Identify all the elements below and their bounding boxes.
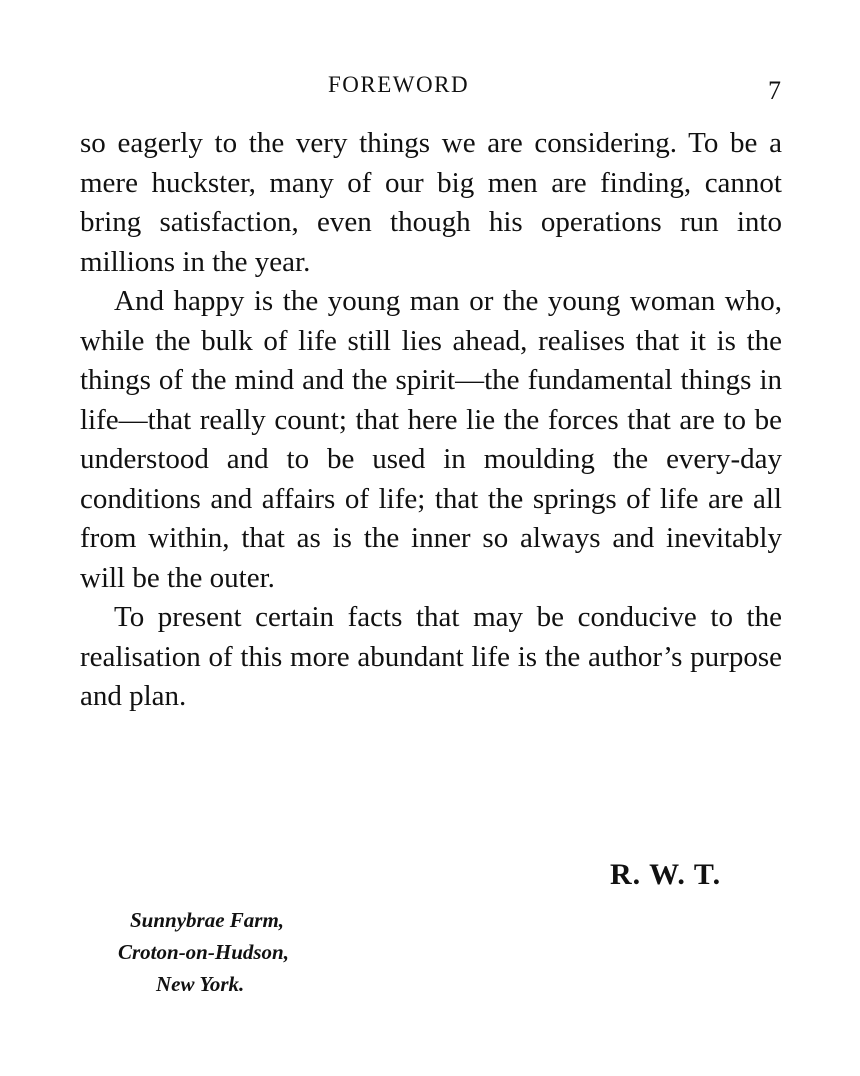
author-address	[100, 904, 360, 1000]
address-line-town: Croton-on-Hudson,	[118, 940, 289, 964]
foreword-body	[80, 124, 782, 717]
page-header	[0, 72, 860, 104]
author-initials: R. W. T.	[610, 858, 722, 891]
running-head: FOREWORD	[328, 72, 470, 97]
paragraph-happy-young-man: And happy is the young man or the young woman who, while the bulk of life still lies ahead, realises that it is the things of the mind and the spirit—the fundamental things in life—that really count; that here lie the forces that are to be understood and to be used in moulding the every-day conditions and affairs of life; that the springs of life are all from within, that as is the inner so always and inevitably will be the outer.	[80, 285, 782, 594]
paragraph-authors-purpose: To present certain facts that may be conducive to the realisation of this more abundant life is the author’s purpose and plan.	[80, 601, 782, 712]
paragraph-continuation: so eagerly to the very things we are considering. To be a mere huckster, many of our big men are finding, cannot bring satisfaction, even though his operations run into millions in the year.	[80, 127, 782, 278]
page-number: 7	[768, 76, 781, 105]
address-line-state: New York.	[156, 972, 245, 996]
address-line-farm: Sunnybrae Farm,	[130, 908, 285, 932]
